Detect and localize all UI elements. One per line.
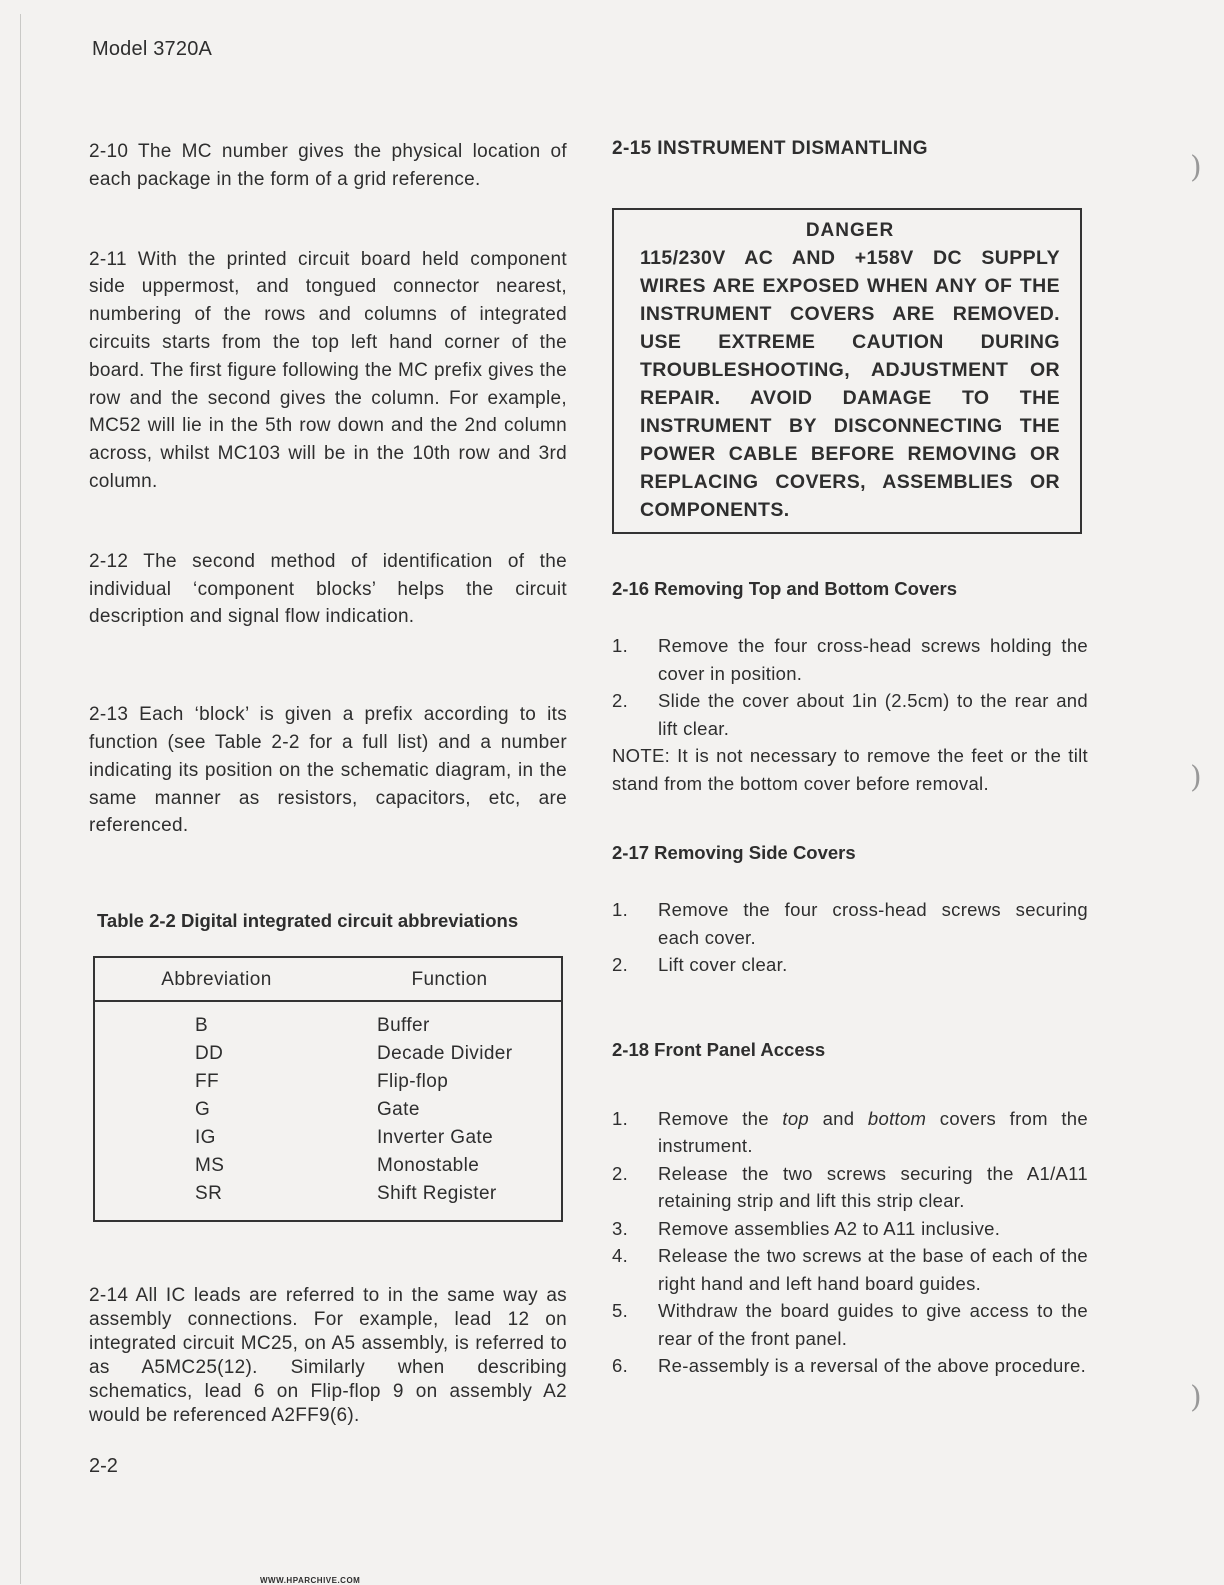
section-heading-2-16: 2-16 Removing Top and Bottom Covers [612, 578, 958, 599]
step-text: Slide the cover about 1in (2.5cm) to the rear and lift clear. [658, 690, 1088, 739]
list-item [612, 1297, 1088, 1352]
right-column [612, 138, 1088, 1380]
table-row [94, 1096, 562, 1124]
running-header: Model 3720A [92, 38, 213, 60]
step-number: 1. [612, 635, 629, 656]
margin-bracket-mark: ) [1190, 150, 1202, 185]
function-cell: Inverter Gate [338, 1124, 562, 1152]
function-cell: Flip-flop [338, 1068, 562, 1096]
section-heading-2-15: 2-15 INSTRUMENT DISMANTLING [612, 138, 928, 159]
list-item [612, 1215, 1088, 1243]
emphasis-bottom: bottom [867, 1107, 927, 1129]
function-cell: Buffer [338, 1001, 562, 1040]
step-text: Lift cover clear. [658, 954, 788, 975]
section-heading-2-18: 2-18 Front Panel Access [612, 1038, 826, 1060]
list-item [612, 632, 1088, 687]
function-cell: Gate [338, 1096, 562, 1124]
abbreviation-cell: SR [94, 1180, 338, 1221]
table-row [94, 1180, 562, 1221]
emphasis-top: top [782, 1107, 810, 1129]
step-number: 1. [612, 1107, 629, 1129]
steps-2-18 [612, 1105, 1088, 1380]
step-text: Re-assembly is a reversal of the above procedure. [658, 1355, 1087, 1376]
list-item [612, 687, 1088, 742]
step-number: 2. [612, 690, 629, 711]
step-text: Release the two screws securing the A1/A11 retaining strip and lift this strip clear. [658, 1162, 1088, 1211]
function-cell: Monostable [338, 1152, 562, 1180]
list-item [612, 1160, 1088, 1215]
step-number: 2. [612, 954, 629, 975]
steps-2-17 [612, 896, 1088, 979]
margin-bracket-mark: ) [1190, 760, 1202, 795]
table-row [94, 1068, 562, 1096]
table-row [94, 1001, 562, 1040]
abbreviation-cell: B [94, 1001, 338, 1040]
list-item [612, 951, 1088, 979]
step-text: Release the two screws at the base of each of the right hand and left hand board guides. [658, 1245, 1088, 1294]
paragraph-2-14: 2-14 All IC leads are referred to in the same way as assembly connections. For example, lead 12 on integrated circuit MC25, on A5 assembly, is referred to as A5MC25(12). Similarly when describing schematics, lead 6 on Flip-flop 9 on assembly A2 would be referenced A2FF9(6). [89, 1285, 567, 1427]
note-text: NOTE: It is not necessary to remove the feet or the tilt stand from the bottom cover before removal. [612, 745, 1088, 794]
abbreviation-cell: MS [94, 1152, 338, 1180]
step-text: Remove the four cross-head screws securing each cover. [658, 899, 1088, 948]
page-edge-line [20, 14, 21, 1584]
list-item [612, 1105, 1088, 1160]
step-number: 1. [612, 899, 629, 920]
step-number: 6. [612, 1355, 629, 1376]
left-column [89, 138, 567, 1428]
step-text: Remove the four cross-head screws holding the cover in position. [658, 635, 1088, 684]
list-item [612, 1242, 1088, 1297]
steps-2-16 [612, 632, 1088, 742]
function-cell: Shift Register [338, 1180, 562, 1221]
abbreviation-cell: G [94, 1096, 338, 1124]
step-number: 5. [612, 1300, 629, 1321]
step-number: 2. [612, 1162, 629, 1184]
source-website: WWW.HPARCHIVE.COM [260, 1576, 361, 1585]
abbreviation-cell: IG [94, 1124, 338, 1152]
page-number: 2-2 [89, 1455, 118, 1477]
step-number: 3. [612, 1217, 629, 1239]
abbreviation-table [93, 956, 563, 1222]
danger-warning-box [612, 208, 1082, 534]
list-item [612, 896, 1088, 951]
danger-title: DANGER [805, 220, 895, 241]
table-row [94, 1040, 562, 1068]
step-number: 4. [612, 1245, 629, 1266]
step-text: Withdraw the board guides to give access to the rear of the front panel. [658, 1300, 1088, 1349]
step-text-post: covers from the instrument. [658, 1107, 1088, 1156]
function-cell: Decade Divider [338, 1040, 562, 1068]
step-text-mid: and [809, 1107, 868, 1129]
paragraph-2-11: 2-11 With the printed circuit board held component side uppermost, and tongued connector nearest, numbering of the rows and columns of integrated circuits starts from the top left hand corner of the board. The first figure following the MC prefix gives the row and the second gives the column. For example, MC52 will lie in the 5th row down and the 2nd column across, whilst MC103 will be in the 10th row and 3rd column. [89, 248, 567, 492]
list-item [612, 1352, 1088, 1380]
table-row [94, 1124, 562, 1152]
margin-bracket-mark: ) [1190, 1380, 1202, 1415]
abbreviation-cell: DD [94, 1040, 338, 1068]
table-header-abbreviation: Abbreviation [94, 957, 338, 1001]
abbreviation-cell: FF [94, 1068, 338, 1096]
paragraph-2-10: 2-10 The MC number gives the physical location of each package in the form of a grid reference. [89, 141, 567, 190]
table-title: Table 2-2 Digital integrated circuit abbreviations [97, 910, 519, 932]
danger-text: 115/230V AC AND +158V DC SUPPLY WIRES ARE EXPOSED WHEN ANY OF THE INSTRUMENT COVERS ARE REMOVED. USE EXTREME CAUTION DURING TROUBLESHOOTING, ADJUSTMENT OR REPAIR. AVOID DAMAGE TO THE INSTRUMENT BY DISCONNECTING THE POWER CABLE BEFORE REMOVING OR REPLACING COVERS, ASSEMBLIES OR COMPONENTS. [640, 247, 1060, 521]
section-heading-2-17: 2-17 Removing Side Covers [612, 842, 856, 863]
paragraph-2-12: 2-12 The second method of identification of the individual ‘component blocks’ helps the circuit description and signal flow indication. [89, 550, 567, 628]
table-header-function: Function [338, 957, 562, 1001]
table-row [94, 1152, 562, 1180]
step-text: Remove assemblies A2 to A11 inclusive. [658, 1217, 1001, 1239]
step-text-pre: Remove the [658, 1107, 783, 1129]
paragraph-2-13: 2-13 Each ‘block’ is given a prefix according to its function (see Table 2-2 for a full list) and a number indicating its position on the schematic diagram, in the same manner as resistors, capacitors, etc, are referenced. [89, 704, 567, 837]
